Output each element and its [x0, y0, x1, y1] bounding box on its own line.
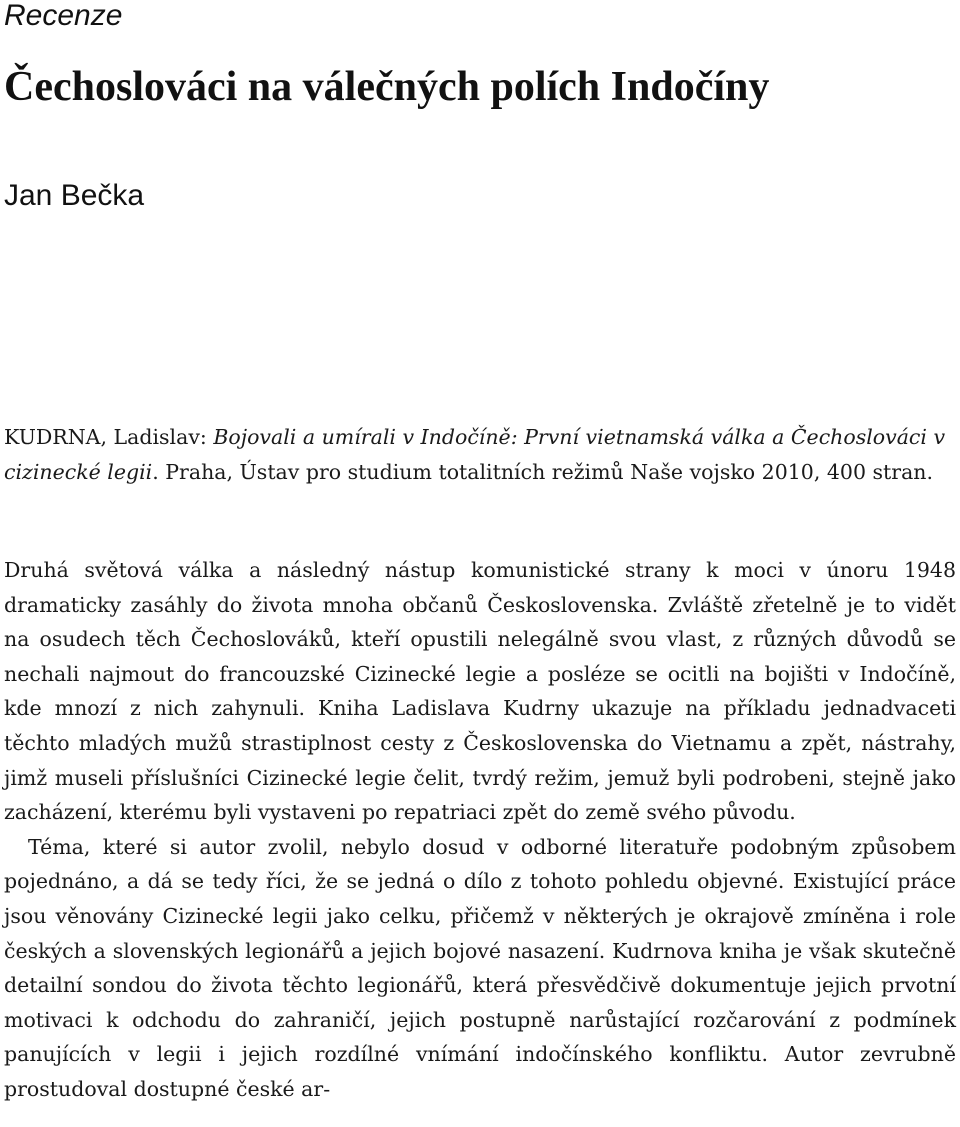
citation-prefix: KUDRNA, Ladislav: — [4, 425, 214, 449]
review-author: Jan Bečka — [4, 179, 145, 212]
review-body — [4, 553, 956, 1107]
body-paragraph-1: Druhá světová válka a následný nástup komunistické strany k moci v únoru 1948 dramaticky zasáhly do života mnoha občanů Československa. Zvláště zřetelně je to vidět na osudech těch Čechoslováků, kteří opustili nelegálně svou vlast, z různých důvodů se nechali najmout do francouzské Cizinecké legie a posléze se ocitli na bojišti v Indočíně, kde mnozí z nich zahynuli. Kniha Ladislava Kudrny ukazuje na příkladu jednadvaceti těchto mladých mužů strastiplnost cesty z Československa do Vietnamu a zpět, nástrahy, jimž museli příslušníci Cizinecké legie čelit, tvrdý režim, jemuž byli podrobeni, stejně jako zacházení, kterému byli vystaveni po repatriaci zpět do země svého původu. — [4, 558, 956, 825]
section-label: Recenze — [4, 0, 123, 32]
citation-book-title: Bojovali a umírali v Indočíně: První vietnamská válka a Čechoslováci v cizinecké legii — [4, 425, 946, 484]
citation-suffix: . Praha, Ústav pro studium totalitních režimů Naše vojsko 2010, 400 stran. — [152, 459, 934, 484]
body-paragraph-2: Téma, které si autor zvolil, nebylo dosud v odborné literatuře podobným způsobem pojednáno, a dá se tedy říci, že se jedná o dílo z tohoto pohledu objevné. Existující práce jsou věnovány Cizinecké legii jako celku, přičemž v některých je okrajově zmíněna i role českých a slovenských legionářů a jejich bojové nasazení. Kudrnova kniha je však skutečně detailní sondou do života těchto legionářů, která přesvědčivě dokumentuje jejich prvotní motivaci k odchodu do zahraničí, jejich postupně narůstající rozčarování z podmínek panujících v legii i jejich rozdílné vnímání indočínského konfliktu. Autor zevrubně prostudoval dostupné české ar- — [4, 834, 956, 1101]
review-title: Čechoslováci na válečných polích Indočíny — [4, 64, 770, 110]
book-citation — [4, 420, 956, 489]
